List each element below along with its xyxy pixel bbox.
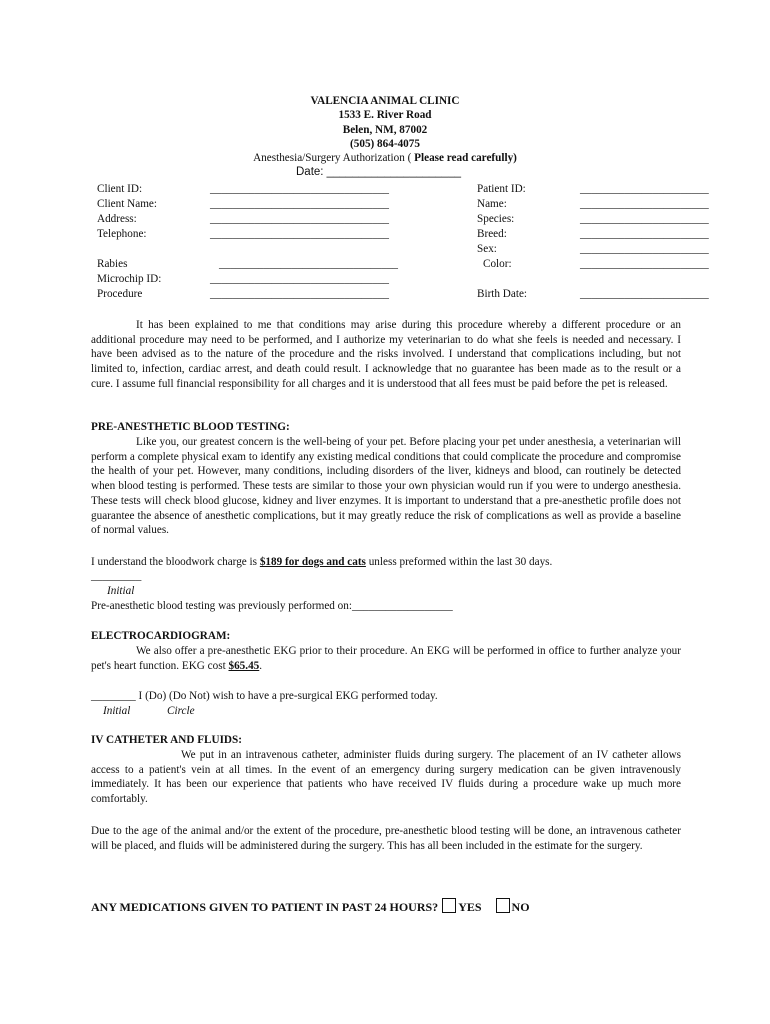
date-field[interactable]: Date: _____________________: [296, 166, 461, 178]
color-label: Color:: [483, 258, 512, 270]
form-title: [0, 152, 770, 164]
procedure-label: Procedure: [97, 288, 143, 300]
blood-testing-heading: PRE-ANESTHETIC BLOOD TESTING:: [91, 421, 290, 433]
bloodwork-initial-field[interactable]: _________: [91, 570, 142, 582]
sex-field[interactable]: _______________________: [580, 243, 709, 255]
consent-paragraph: [91, 318, 681, 392]
iv-paragraph: [91, 748, 681, 807]
blood-testing-text: Like you, our greatest concern is the well-being of your pet. Before placing your pet under anesthesia, a veterinarian will perform a complete physical exam to identify any existing medical conditions that could complicate the procedure and compromise the health of your pet. However, many conditions, including disorders of the liver, kidneys and blood, can routinely be detected when blood testing is performed. These tests are similar to those your own physician would run if you were to undergo anesthesia. These tests will check blood glucose, kidney and liver enzymes. It is important to understand that a pre-anesthetic profile does not guarantee the absence of anesthetic complications, but it may greatly reduce the risk of complications as well as provide a baseline of normal values.: [91, 436, 681, 537]
birth-date-label: Birth Date:: [477, 288, 528, 300]
bloodwork-initial-label: Initial: [107, 585, 135, 597]
ekg-initial-label: Initial: [103, 705, 131, 717]
age-paragraph: Due to the age of the animal and/or the extent of the procedure, pre-anesthetic blood testing will be done, an intravenous catheter will be placed, and fluids will be administered during the surgery. This has all been included in the estimate for the surgery.: [91, 825, 681, 852]
patient-id-field[interactable]: _______________________: [580, 183, 709, 195]
ekg-choice-field[interactable]: ________ I (Do) (Do Not) wish to have a pre-surgical EKG performed today.: [91, 690, 438, 702]
client-id-label: Client ID:: [97, 183, 143, 195]
microchip-id-field[interactable]: ________________________________: [210, 273, 389, 285]
ekg-text: We also offer a pre-anesthetic EKG prior to their procedure. An EKG will be performed in office to further analyze your pet's heart function. EKG cost: [91, 645, 681, 672]
ekg-circle-label: Circle: [167, 705, 195, 717]
clinic-name: VALENCIA ANIMAL CLINIC: [310, 95, 460, 107]
form-title-bold: Please read carefully): [414, 152, 517, 164]
birth-date-field[interactable]: _______________________: [580, 288, 709, 300]
medications-question-row: [91, 898, 530, 915]
telephone-label: Telephone:: [97, 228, 147, 240]
bloodwork-charge-line: [91, 556, 552, 568]
color-field[interactable]: _______________________: [580, 258, 709, 270]
previous-testing-field[interactable]: Pre-anesthetic blood testing was previously performed on:__________________: [91, 600, 453, 612]
patient-name-label: Name:: [477, 198, 507, 210]
address-field[interactable]: ________________________________: [210, 213, 389, 225]
breed-label: Breed:: [477, 228, 507, 240]
patient-name-field[interactable]: _______________________: [580, 198, 709, 210]
consent-text: It has been explained to me that conditions may arise during this procedure whereby a different procedure or an additional procedure may need to be performed, and I authorize my veterinarian to do what she feels is needed and necessary. I have been advised as to the nature of the procedure and the risks involved. I understand that complications including, but not limited to, infection, cardiac arrest, and death could result. I acknowledge that no guarantee has been made as to the result or a cure. I assume full financial responsibility for all charges and it is understood that all fees must be paid before the pet is released.: [91, 319, 681, 390]
client-name-field[interactable]: ________________________________: [210, 198, 389, 210]
yes-label: YES: [458, 900, 482, 914]
client-name-label: Client Name:: [97, 198, 157, 210]
breed-field[interactable]: _______________________: [580, 228, 709, 240]
form-title-prefix: Anesthesia/Surgery Authorization (: [253, 152, 415, 164]
rabies-label: Rabies: [97, 258, 128, 270]
blood-testing-paragraph: [91, 435, 681, 538]
rabies-field[interactable]: ________________________________: [219, 258, 398, 270]
charge-amount: $189 for dogs and cats: [259, 556, 366, 568]
charge-suffix: unless preformed within the last 30 days.: [365, 556, 553, 568]
iv-text: We put in an intravenous catheter, administer fluids during surgery. The placement of an IV catheter allows access to a patient's vein at all times. In the event of an emergency during surgery medication can be given intravenously immediately. It has been our experience that patients who have received IV fluids during a procedure wake up much more comfortably.: [91, 749, 681, 806]
ekg-paragraph: [91, 644, 681, 673]
clinic-street: 1533 E. River Road: [338, 109, 432, 121]
species-label: Species:: [477, 213, 515, 225]
no-label: NO: [511, 900, 530, 914]
sex-label: Sex:: [477, 243, 497, 255]
ekg-text-end: .: [259, 659, 263, 672]
charge-prefix: I understand the bloodwork charge is: [91, 556, 260, 568]
clinic-phone: (505) 864-4075: [350, 138, 420, 150]
iv-heading: IV CATHETER AND FLUIDS:: [91, 734, 242, 746]
yes-checkbox[interactable]: [442, 898, 456, 913]
patient-id-label: Patient ID:: [477, 183, 526, 195]
ekg-heading: ELECTROCARDIOGRAM:: [91, 630, 231, 642]
telephone-field[interactable]: ________________________________: [210, 228, 389, 240]
clinic-city: Belen, NM, 87002: [342, 124, 428, 136]
microchip-id-label: Microchip ID:: [97, 273, 162, 285]
species-field[interactable]: _______________________: [580, 213, 709, 225]
no-checkbox[interactable]: [496, 898, 510, 913]
procedure-field[interactable]: ________________________________: [210, 288, 389, 300]
ekg-cost: $65.45: [228, 659, 260, 672]
address-label: Address:: [97, 213, 137, 225]
medications-question: ANY MEDICATIONS GIVEN TO PATIENT IN PAST 24 HOURS?: [91, 900, 439, 914]
client-id-field[interactable]: ________________________________: [210, 183, 389, 195]
